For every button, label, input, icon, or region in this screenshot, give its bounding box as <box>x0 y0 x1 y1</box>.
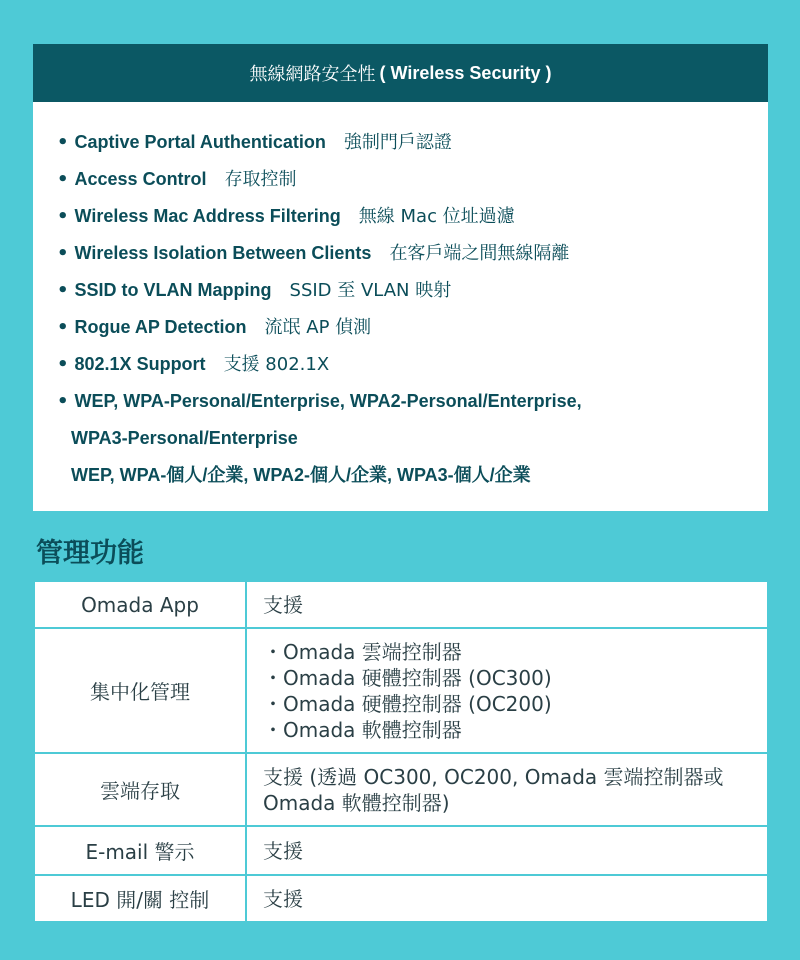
feature-zh: 支援 802.1X <box>223 354 330 375</box>
feature-zh: SSID 至 VLAN 映射 <box>289 280 452 301</box>
feature-zh: 存取控制 <box>224 169 297 190</box>
table-row <box>34 826 768 875</box>
row-value <box>246 753 768 826</box>
row-key: Omada App <box>34 581 246 628</box>
panel-title-en: ( Wireless Security ) <box>379 62 552 83</box>
row-key: LED 開/關 控制 <box>34 875 246 922</box>
table-row <box>34 753 768 826</box>
list-item: • Captive Portal Authentication 強制門戶認證 <box>57 132 452 153</box>
feature-list <box>33 102 768 494</box>
list-item: • Access Control 存取控制 <box>57 169 297 190</box>
feature-en: Access Control <box>74 169 207 189</box>
list-item: • Wireless Mac Address Filtering 無線 Mac 位址過濾 <box>57 206 515 227</box>
feature-en: Wireless Mac Address Filtering <box>74 206 341 226</box>
feature-en: SSID to VLAN Mapping <box>74 280 272 300</box>
management-section-title: 管理功能 <box>36 538 144 569</box>
feature-zh: 流氓 AP 偵測 <box>264 317 372 338</box>
row-key: E-mail 警示 <box>34 826 246 875</box>
feature-zh: 強制門戶認證 <box>343 132 452 153</box>
list-item-continuation <box>57 457 768 494</box>
panel-title-zh: 無線網路安全性 <box>249 64 376 85</box>
row-value: 支援 <box>246 875 768 922</box>
wep-line-1: WEP, WPA-Personal/Enterprise, WPA2-Personal/Enterprise, <box>74 391 582 411</box>
row-value-line: 支援 (透過 OC300, OC200, Omada 雲端控制器或 <box>263 764 724 789</box>
row-value-line: Omada 軟體控制器) <box>263 790 450 815</box>
list-item: ・ Omada 軟體控制器 <box>263 717 751 743</box>
row-value: 支援 <box>246 581 768 628</box>
feature-zh: 在客戶端之間無線隔離 <box>389 243 570 264</box>
feature-zh: 無線 Mac 位址過濾 <box>358 206 515 227</box>
panel-header <box>33 44 768 102</box>
table-row <box>34 581 768 628</box>
wep-line-2: WPA3-Personal/Enterprise <box>71 428 298 448</box>
list-item: ・ Omada 雲端控制器 <box>263 639 751 665</box>
row-key: 集中化管理 <box>34 628 246 753</box>
row-value-list <box>246 628 768 753</box>
list-item: ・ Omada 硬體控制器 (OC300) <box>263 665 751 691</box>
feature-en: Rogue AP Detection <box>74 317 247 337</box>
management-spec-table <box>33 580 769 923</box>
feature-en: Captive Portal Authentication <box>74 132 326 152</box>
list-item: • 802.1X Support 支援 802.1X <box>57 354 330 375</box>
table-row <box>34 875 768 922</box>
list-item: • Wireless Isolation Between Clients 在客戶端之間無線隔離 <box>57 243 570 264</box>
row-key: 雲端存取 <box>34 753 246 826</box>
list-item: • Rogue AP Detection 流氓 AP 偵測 <box>57 317 372 338</box>
wep-line-3: WEP, WPA-個人/企業, WPA2-個人/企業, WPA3-個人/企業 <box>71 465 531 485</box>
table-row <box>34 628 768 753</box>
row-value: 支援 <box>246 826 768 875</box>
feature-en: Wireless Isolation Between Clients <box>74 243 372 263</box>
feature-en: 802.1X Support <box>74 354 206 374</box>
wireless-security-panel <box>33 44 768 511</box>
list-item: • WEP, WPA-Personal/Enterprise, WPA2-Personal/Enterprise, <box>57 391 582 412</box>
list-item-continuation <box>57 420 768 457</box>
list-item: • SSID to VLAN Mapping SSID 至 VLAN 映射 <box>57 280 452 301</box>
list-item: ・ Omada 硬體控制器 (OC200) <box>263 691 751 717</box>
